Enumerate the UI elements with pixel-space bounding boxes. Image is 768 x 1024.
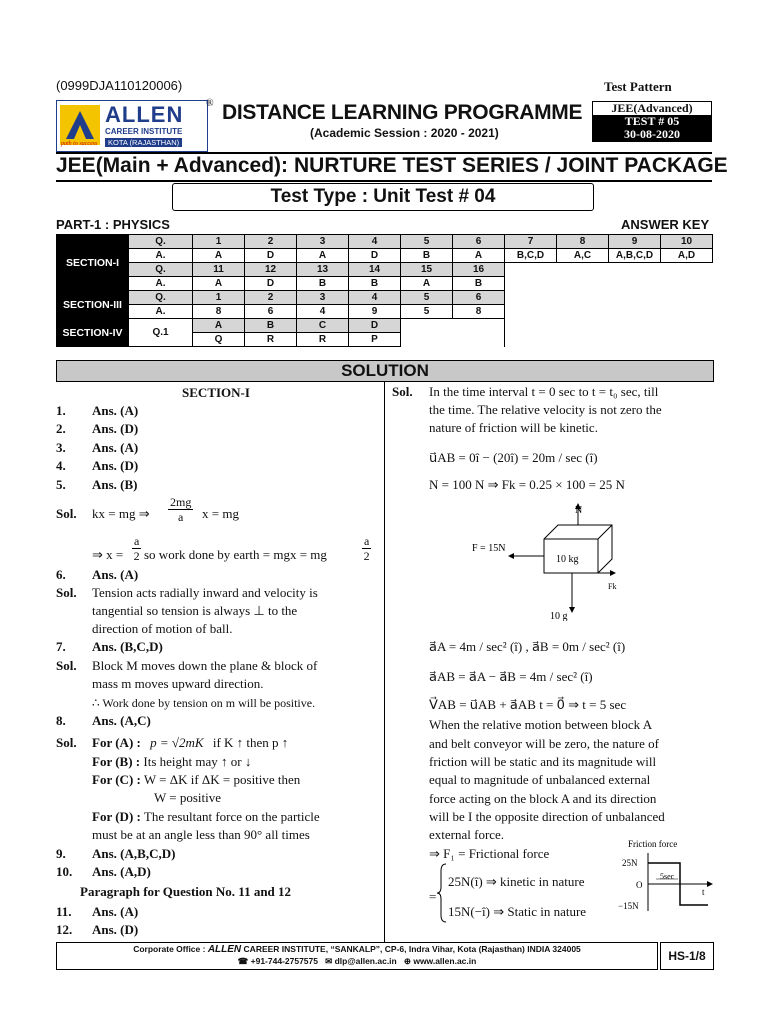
normal-force-label: N [575, 505, 583, 516]
solution-6-line-3: direction of motion of ball. [92, 621, 233, 636]
key-cell: 6 [453, 235, 505, 249]
solution-bar: SOLUTION [56, 360, 714, 382]
paragraph-line-5: force acting on the block A and its direction [429, 791, 657, 806]
key-cell: 4 [349, 235, 401, 249]
block-force-diagram [472, 501, 652, 621]
q1-label: Q.1 [129, 319, 193, 347]
answer-2: 2. Ans. (D) [56, 421, 139, 436]
fraction-a-over-2-end: a 2 [363, 534, 370, 563]
equation-accelerations: a⃗A = 4m / sec² (î) , a⃗B = 0m / sec² (î) [429, 639, 626, 654]
a-label: A. [129, 249, 193, 263]
key-cell: 8 [453, 305, 505, 319]
key-cell: A [453, 249, 505, 263]
answer-7: 7. Ans. (B,C,D) [56, 639, 163, 654]
key-cell: 14 [349, 263, 401, 277]
test-number: TEST # 05 [593, 115, 711, 128]
solution-8-d: For (D) : The resultant force on the particle [92, 809, 320, 824]
key-cell: D [245, 249, 297, 263]
key-cell: 6 [453, 291, 505, 305]
frictional-force-line: ⇒ F₁ = Frictional force [429, 846, 550, 861]
academic-session: (Academic Session : 2020 - 2021) [310, 126, 499, 140]
solution-5-eq-end: x = mg [202, 506, 239, 521]
static-nature-line: 15N(−î) ⇒ Static in nature [448, 904, 587, 919]
email-icon: ✉ [325, 956, 333, 966]
equation-relative-acceleration: a⃗AB = a⃗A − a⃗B = 4m / sec² (î) [429, 669, 593, 684]
answer-11: 11. Ans. (A) [56, 904, 139, 919]
key-cell: B [297, 277, 349, 291]
key-cell: Q [193, 333, 245, 347]
key-cell: B [453, 277, 505, 291]
key-cell: 13 [297, 263, 349, 277]
banner-left: JEE(Main + Advanced): [56, 154, 289, 177]
q-label: Q. [129, 263, 193, 277]
footer-box [56, 942, 658, 970]
kinetic-friction-label: Fk [608, 582, 617, 591]
answer-5: 5. Ans. (B) [56, 477, 138, 492]
exam-info-box [592, 101, 712, 142]
key-cell: B [349, 277, 401, 291]
footer-address-line: Corporate Office : ALLEN CAREER INSTITUTE, “SANKALP”, CP-6, Indra Vihar, Kota (Rajasthan) INDIA 324005 [133, 944, 581, 955]
graph-title: Friction force [628, 839, 678, 849]
graph-t5: 5sec [660, 872, 675, 881]
exam-name: JEE(Advanced) [611, 101, 693, 115]
solution-5-line-2-text: so work done by earth = mgx = mg [144, 547, 327, 562]
paragraph-line-4: equal to magnitude of unbalanced external [429, 772, 651, 787]
key-cell: A,C [557, 249, 609, 263]
key-cell: 2 [245, 291, 297, 305]
paragraph-line-7: external force. [429, 827, 505, 842]
answer-10: 10. Ans. (A,D) [56, 864, 151, 879]
key-cell: B [245, 319, 297, 333]
empty-area [401, 319, 505, 347]
section-iv-label: SECTION-IV [57, 319, 129, 347]
graph-t-axis: t [702, 887, 705, 897]
solution-8-c-2: W = positive [154, 790, 222, 805]
key-cell: 1 [193, 235, 245, 249]
paragraph-line-6: will be I the opposite direction of unbalanced [429, 809, 665, 824]
key-cell: 7 [505, 235, 557, 249]
section-iii-label: SECTION-III [57, 291, 129, 319]
web-icon: ⊕ [403, 956, 411, 966]
section-i-label: SECTION-I [57, 235, 129, 291]
friction-graph [618, 839, 714, 919]
answer-key-table [56, 234, 713, 347]
key-cell: 4 [349, 291, 401, 305]
q-label: Q. [129, 291, 193, 305]
answer-6: 6. Ans. (A) [56, 567, 139, 582]
right-sol-line-1: Sol. In the time interval t = 0 sec to t = t₀ sec, till [392, 384, 659, 399]
solution-7-line-3: ∴ Work done by tension on m will be positive. [92, 696, 316, 710]
block-mass-label: 10 kg [556, 554, 579, 565]
solution-6-line-1: Sol. Tension acts radially inward and velocity is [56, 585, 318, 600]
page-number: HS-1/8 [660, 942, 714, 970]
solution-6-line-2: tangential so tension is always ⊥ to the [92, 603, 298, 618]
answer-key-title: ANSWER KEY [621, 217, 710, 232]
key-cell: 2 [245, 235, 297, 249]
key-cell: 1 [193, 291, 245, 305]
graph-y-top: 25N [622, 858, 638, 868]
graph-origin: O [636, 880, 643, 890]
key-cell: B,C,D [505, 249, 557, 263]
logo-tagline: path to success [61, 141, 98, 147]
key-cell: 8 [193, 305, 245, 319]
solution-7-line-1: Sol. Block M moves down the plane & block of [56, 658, 318, 673]
paragraph-line-1: When the relative motion between block A [429, 717, 653, 732]
key-cell: 16 [453, 263, 505, 277]
answer-3: 3. Ans. (A) [56, 440, 139, 455]
solution-5-line-1: Sol. kx = mg ⇒ [56, 506, 150, 521]
programme-title: DISTANCE LEARNING PROGRAMME [222, 101, 583, 124]
footer-contact-line: ☎ +91-744-2757575 ✉ dlp@allen.ac.in ⊕ www.allen.ac.in [237, 956, 477, 966]
paragraph-line-2: and belt conveyor will be zero, the nature of [429, 736, 659, 751]
key-cell: 8 [557, 235, 609, 249]
solution-8-c: For (C) : W = ΔK if ΔK = positive then [92, 772, 301, 787]
key-cell: 9 [609, 235, 661, 249]
solution-5-line-2: ⇒ x = [92, 547, 124, 562]
key-cell: P [349, 333, 401, 347]
registered-mark: ® [206, 98, 214, 109]
answer-4: 4. Ans. (D) [56, 458, 139, 473]
key-cell: A [193, 249, 245, 263]
key-cell: 5 [401, 305, 453, 319]
key-cell: D [349, 249, 401, 263]
a-label: A. [129, 305, 193, 319]
key-cell: D [245, 277, 297, 291]
answer-9: 9. Ans. (A,B,C,D) [56, 846, 176, 861]
banner-right: NURTURE TEST SERIES / JOINT PACKAGE [294, 154, 728, 177]
key-cell: R [245, 333, 297, 347]
right-sol-line-2: the time. The relative velocity is not zero the [429, 402, 662, 417]
answer-12: 12. Ans. (D) [56, 922, 139, 937]
fraction-a-over-2: a 2 [133, 534, 140, 563]
key-cell: A,B,C,D [609, 249, 661, 263]
solution-7-line-2: mass m moves upward direction. [92, 676, 264, 691]
key-cell: A [193, 277, 245, 291]
part-title: PART-1 : PHYSICS [56, 217, 170, 232]
key-cell: 10 [661, 235, 713, 249]
series-banner [56, 152, 728, 182]
weight-label: 10 g [550, 611, 568, 621]
key-cell: C [297, 319, 349, 333]
key-cell: 15 [401, 263, 453, 277]
test-pattern-label: Test Pattern [604, 79, 672, 94]
key-cell: 3 [297, 235, 349, 249]
key-cell: B [401, 249, 453, 263]
column-divider [384, 381, 385, 942]
logo-institute: CAREER INSTITUTE [105, 127, 183, 136]
key-cell: R [297, 333, 349, 347]
paragraph-heading: Paragraph for Question No. 11 and 12 [80, 884, 292, 899]
key-cell: 5 [401, 235, 453, 249]
applied-force-label: F = 15N [472, 543, 506, 554]
solution-8-a: Sol. For (A) : p = √2mK if K ↑ then p ↑ [56, 735, 289, 750]
allen-logo [56, 100, 208, 152]
brace-equals: = [429, 889, 437, 904]
fraction-2mg-over-a: 2mg a [170, 495, 192, 524]
key-cell: D [349, 319, 401, 333]
key-cell: 3 [297, 291, 349, 305]
document-code: (0999DJA110120006) [56, 78, 183, 93]
logo-city: KOTA (RAJASTHAN) [105, 138, 182, 147]
key-cell: 6 [245, 305, 297, 319]
empty-area [505, 263, 713, 347]
key-cell: A [297, 249, 349, 263]
test-date: 30-08-2020 [593, 128, 711, 141]
a-label: A. [129, 277, 193, 291]
solution-8-d-2: must be at an angle less than 90° all times [92, 827, 310, 842]
q-label: Q. [129, 235, 193, 249]
test-type: Test Type : Unit Test # 04 [172, 183, 594, 211]
solution-8-b: For (B) : Its height may ↑ or ↓ [92, 754, 252, 769]
kinetic-nature-line: 25N(î) ⇒ kinetic in nature [448, 874, 585, 889]
key-cell: A [401, 277, 453, 291]
equation-u-ab: u⃗AB = 0î − (20î) = 20m / sec (î) [429, 450, 598, 465]
graph-y-bottom: −15N [618, 901, 639, 911]
equation-friction: N = 100 N ⇒ Fk = 0.25 × 100 = 25 N [429, 477, 625, 492]
key-cell: 4 [297, 305, 349, 319]
brace-icon [437, 863, 447, 923]
key-cell: A [193, 319, 245, 333]
paragraph-line-3: friction will be static and its magnitude will [429, 754, 657, 769]
section-heading: SECTION-I [182, 385, 250, 400]
phone-icon: ☎ [237, 956, 249, 966]
key-cell: 11 [193, 263, 245, 277]
key-cell: 9 [349, 305, 401, 319]
key-cell: 5 [401, 291, 453, 305]
key-cell: 12 [245, 263, 297, 277]
logo-name: ALLEN [105, 102, 184, 127]
equation-relative-velocity: V⃗AB = u⃗AB + a⃗AB t = 0⃗ ⇒ t = 5 sec [429, 697, 627, 712]
allen-emblem-icon [60, 105, 100, 145]
key-cell: A,D [661, 249, 713, 263]
right-sol-line-3: nature of friction will be kinetic. [429, 420, 598, 435]
answer-1: 1. Ans. (A) [56, 403, 139, 418]
answer-8: 8. Ans. (A,C) [56, 713, 151, 728]
